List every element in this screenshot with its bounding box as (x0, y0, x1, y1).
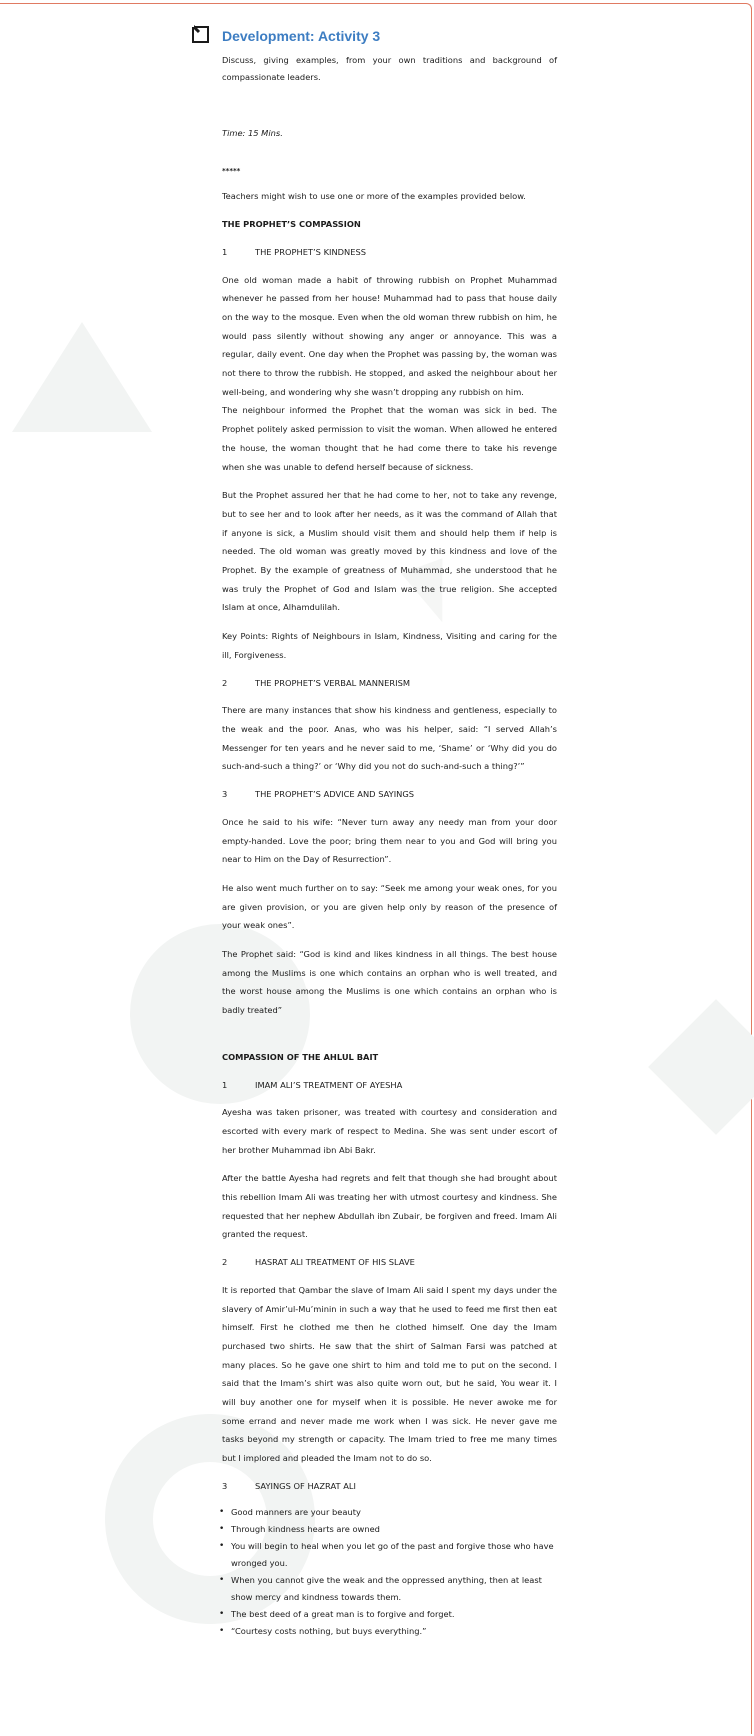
subheading-prophets-kindness (222, 243, 557, 262)
decorative-triangle (12, 322, 152, 432)
list-item: • You will begin to heal when you let go of the past and forgive those who have wronged you. (222, 1538, 557, 1572)
subheading-number: 1 (222, 1079, 228, 1090)
decorative-diamond (648, 999, 754, 1135)
time-label: Time: 15 Mins. (222, 128, 283, 138)
paragraph-ayesha-2: After the battle Ayesha had regrets and felt that though she had brought about this rebellion Imam Ali was treating her with utmost courtesy and kindness. She requested that her nephew Abdullah ibn Zubair, be forgiven and freed. Imam Ali granted the request. (222, 1173, 557, 1240)
subheading-label: THE PROPHET’S VERBAL MANNERISM (255, 677, 411, 688)
list-item: • The best deed of a great man is to forgive and forget. (222, 1606, 557, 1623)
paragraph-advice-1: Once he said to his wife: “Never turn away any needy man from your door empty-handed. Love the poor; bring them near to you and God will bring you near to Him on the Day of Resurrection”. (222, 816, 557, 865)
intro-paragraph: Discuss, giving examples, from your own traditions and background of compassionate leaders. (222, 55, 557, 82)
paragraph-verbal-mannerism: There are many instances that show his kindness and gentleness, especially to the weak and the poor. Anas, who was his helper, said: “I served Allah’s Messenger for ten years and he never said to me, ‘Shame’ or ‘Why did you do such-and-such a thing?’ or ‘Why did you not do such-and-such a thing?’” (222, 705, 557, 772)
list-item: • Good manners are your beauty (222, 1504, 557, 1521)
sayings-list (206, 1504, 557, 1640)
subheading-sayings-ali (222, 1477, 557, 1496)
subheading-label: HASRAT ALI TREATMENT OF HIS SLAVE (255, 1257, 415, 1268)
paragraph-advice-2: He also went much further on to say: “Seek me among your weak ones, for you are given provision, or you are given help only by reason of the presence of your weak ones”. (222, 882, 557, 931)
subheading-label: THE PROPHET’S ADVICE AND SAYINGS (255, 789, 415, 800)
section-heading-ahlul-bait: COMPASSION OF THE AHLUL BAIT (222, 1051, 379, 1062)
subheading-label: THE PROPHET’S KINDNESS (255, 246, 367, 257)
subheading-verbal-mannerism (222, 674, 557, 693)
paragraph-advice-3: The Prophet said: “God is kind and likes kindness in all things. The best house among the Muslims is one which contains an orphan who is well treated, and the worst house among the Muslims is one which contains an orphan who is badly treated” (222, 949, 557, 1016)
subheading-ali-slave (222, 1253, 557, 1272)
teachers-note: Teachers might wish to use one or more of the examples provided below. (222, 191, 526, 202)
stars-separator: ***** (222, 166, 241, 175)
subheading-number: 3 (222, 789, 228, 800)
paragraph-qambar: It is reported that Qambar the slave of Imam Ali said I spent my days under the slavery of Amir’ul-Mu’minin in such a way that he used to feed me first then eat himself. First he clothed me then he clothed himself. One day the Imam purchased two shirts. He saw that the shirt of Salman Farsi was patched at many places. So he gave one shirt to him and told me to put on the second. I said that the Imam’s shirt was also quite worn out, but he said, You wear it. I will buy another one for myself when it is possible. He never awoke me for some errand and never made me work when I was sick. He never gave me tasks beyond my strength or capacity. The Imam tried to free me many times but I implored and pleaded the Imam not to do so. (222, 1284, 557, 1464)
subheading-number: 1 (222, 246, 228, 257)
subheading-number: 2 (222, 1257, 228, 1268)
subheading-number: 2 (222, 677, 228, 688)
key-points: Key Points: Rights of Neighbours in Islam, Kindness, Visiting and caring for the ill, Forgiveness. (222, 631, 557, 660)
list-item: • “Courtesy costs nothing, but buys everything.” (222, 1623, 557, 1640)
page-title: Development: Activity 3 (222, 28, 381, 44)
section-heading-prophet-compassion: THE PROPHET’S COMPASSION (222, 219, 361, 230)
edit-square-icon (190, 23, 212, 45)
subheading-number: 3 (222, 1480, 228, 1491)
subheading-ali-ayesha (222, 1076, 557, 1095)
list-item: • When you cannot give the weak and the oppressed anything, then at least show mercy and kindness towards them. (222, 1572, 557, 1606)
paragraph-kindness-3: But the Prophet assured her that he had come to her, not to take any revenge, but to see her and to look after her needs, as it was the command of Allah that if anyone is sick, a Muslim should visit them and should help them if help is needed. The old woman was greatly moved by this kindness and love of the Prophet. By the example of greatness of Muhammad, she understood that he was truly the Prophet of God and Islam was the true religion. She accepted Islam at once, Alhamdulilah. (222, 490, 557, 613)
paragraph-ayesha-1: Ayesha was taken prisoner, was treated with courtesy and consideration and escorted with every mark of respect to Medina. She was sent under escort of her brother Muhammad ibn Abi Bakr. (222, 1107, 557, 1155)
paragraph-kindness-2: The neighbour informed the Prophet that the woman was sick in bed. The Prophet politely asked permission to visit the woman. When allowed he entered the house, the woman thought that he had come there to take his revenge when she was unable to defend herself because of sickness. (222, 405, 557, 472)
paragraph-kindness-1: One old woman made a habit of throwing rubbish on Prophet Muhammad whenever he passed from her house! Muhammad had to pass that house daily on the way to the mosque. Even when the old woman threw rubbish on him, he would pass silently without showing any anger or annoyance. This was a regular, daily event. One day when the Prophet was passing by, the woman was not there to throw the rubbish. He stopped, and asked the neighbour about her well-being, and wondering why she wasn’t dropping any rubbish on him. (222, 274, 557, 397)
subheading-label: IMAM ALI’S TREATMENT OF AYESHA (255, 1079, 403, 1090)
list-item: • Through kindness hearts are owned (222, 1521, 557, 1538)
document-body (222, 22, 557, 1640)
subheading-advice-sayings (222, 785, 557, 804)
subheading-label: SAYINGS OF HAZRAT ALI (255, 1480, 356, 1491)
